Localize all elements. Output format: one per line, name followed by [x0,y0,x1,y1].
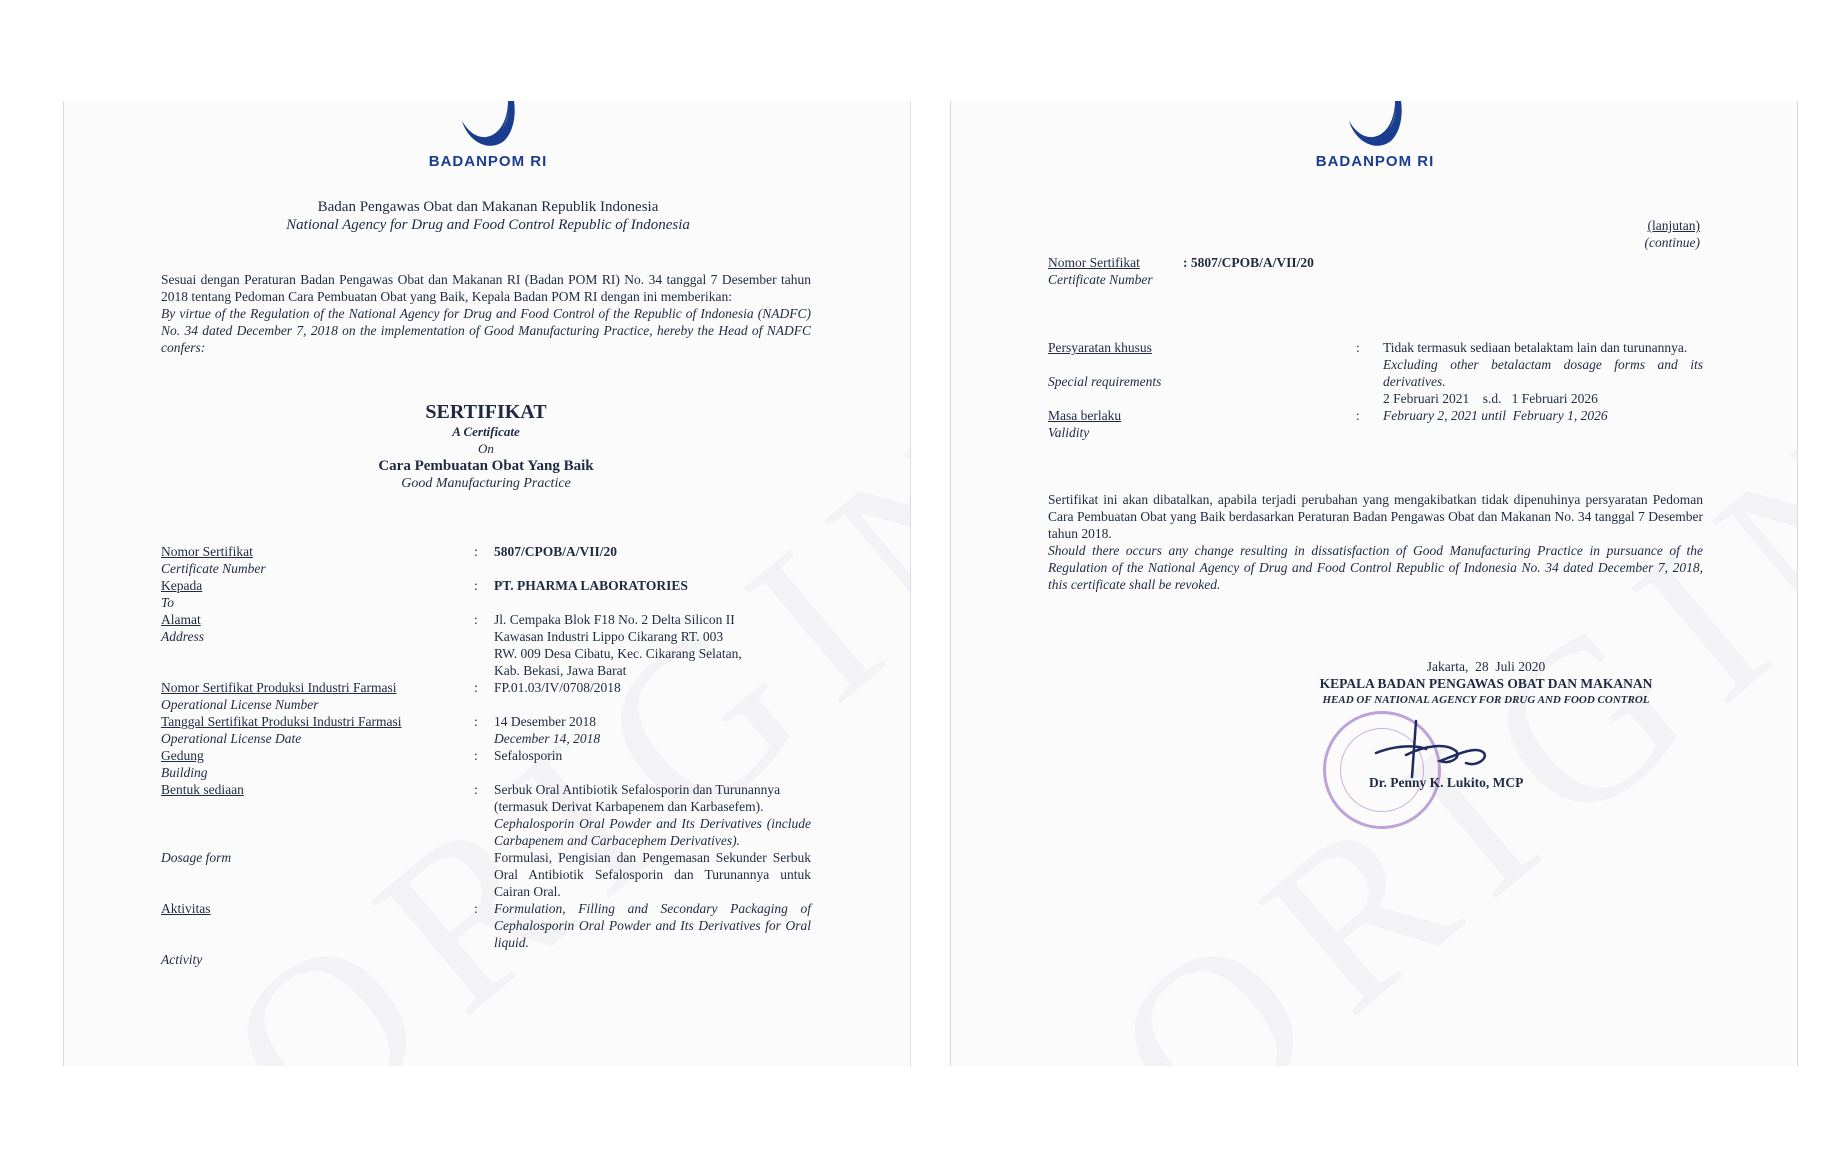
bentuk-label: Bentuk sediaan [161,782,244,797]
special-label-en: Special requirements [1048,374,1162,389]
gedung-value: Sefalosporin [494,748,563,763]
oplic-value: FP.01.03/IV/0708/2018 [494,680,621,695]
oplic-date-value: 14 Desember 2018 [494,714,596,729]
revocation-note-id: Sertifikat ini akan dibatalkan, apabila terjadi perubahan yang mengakibatkan tidak dipenuhinya persyaratan Pedoman Cara Pembuatan Obat yang Baik berdasarkan Peraturan Badan Pengawas Obat dan Makanan No. 34 tanggal 7 Desember tahun 2018. [1048,492,1703,541]
persyaratan-label: Persyaratan khusus [1048,340,1152,355]
agency-name-id: Badan Pengawas Obat dan Makanan Republik Indonesia [317,199,659,215]
persyaratan-value: Tidak termasuk sediaan betalaktam lain dan turunannya. [1383,340,1688,355]
agency-name-en: National Agency for Drug and Food Control Republic of Indonesia [286,217,690,233]
cert-on: On [478,441,494,456]
activity-label-en: Activity [161,952,203,967]
aktivitas-value: Formulasi, Pengisian dan Pengemasan Sekunder Serbuk Oral Antibiotik Sefalosporin dan Turunannya untuk Cairan Oral. [494,850,811,899]
cert-subject-en: Good Manufacturing Practice [401,476,571,491]
nomor-label-en: Certificate Number [161,561,266,576]
kepada-label-en: To [161,595,175,610]
dosage-label-en: Dosage form [161,850,232,865]
swoosh-logo-icon [458,101,518,157]
nomor-value: 5807/CPOB/A/VII/20 [494,544,618,559]
continue-label: (continue) [1644,235,1700,250]
oplic-date-label: Tanggal Sertifikat Produksi Industri Farmasi [161,714,402,729]
badan-pom-logo [388,101,588,171]
certificate-page-left: BADANPOM RI Badan Pengawas Obat dan Makanan Republik Indonesia National Agency for Drug and Food Control Republic of Indonesia Sesuai dengan Peraturan Badan Pengawas Obat dan Makanan RI (Badan POM RI) No. 34 tanggal 7 Desember tahun 2018 tentang Pedoman Cara Pembuatan Obat yang Baik, Kepala Badan POM RI dengan ini memberikan: By virtue of the Regulation of the National Agency for Drug and Food Control of the Republic of Indonesia (NADFC) No. 34 dated December 7, 2018 on the implementation of Good Manufacturing Practice, hereby the Head of NADFC confers: SERTIFIKAT A Certificate On Cara Pembuatan Obat Yang Baik Good Manufacturing Practice Nomor Sertifikat Certificate Number Kepada To Alamat Address Nomor Sertifikat Produksi Industri Farmasi Operational License Number Tanggal Sertifikat Produksi Industri Farmasi Operational License Date Gedung Building Bentuk sediaan Dosage form Aktivitas Activity : : : : : : : : 5807/CPOB/A/VII/20 PT. PHARMA LABORATORIES Jl. Cempaka Blok F18 No. 2 Delta Silicon II Kawasan Industri Lippo Cikarang RT. 003 RW. 009 Desa Cibatu, Kec. Cikarang Selatan, Kab. Bekasi, Jawa Barat FP.01.03/IV/0708/2018 14 Desember 2018 December 14, 2018 Sefalosporin Serbuk Oral Antibiotik Sefalosporin dan Turunannya (termasuk Derivat Karbapenem dan Karbasefem). Cephalosporin Oral Powder and Its Derivatives (include Carbapenem and Carbacephem Derivatives). Formulasi, Pengisian dan Pengemasan Sekunder Serbuk Oral Antibiotik Sefalosporin dan Turunannya untuk Cairan Oral. Formulation, Filling and Secondary Packaging of Cephalosporin Oral Powder and Its Derivatives for Oral liquid. [63,101,911,1066]
signatory-name: Dr. Penny K. Lukito, MCP [1369,775,1524,790]
cert-title-en: A Certificate [452,424,520,439]
swoosh-logo-icon [1345,101,1405,157]
signatory-title: KEPALA BADAN PENGAWAS OBAT DAN MAKANAN [1319,676,1653,691]
gedung-label-en: Building [161,765,208,780]
nomor-label-en: Certificate Number [1048,272,1153,287]
logo-text: BADANPOM RI [428,153,548,170]
intro-id: Sesuai dengan Peraturan Badan Pengawas Obat dan Makanan RI (Badan POM RI) No. 34 tanggal 7 Desember tahun 2018 tentang Pedoman Cara Pembuatan Obat yang Baik, Kepala Badan POM RI dengan ini memberikan: [161,272,811,304]
intro-en: By virtue of the Regulation of the National Agency for Drug and Food Control of the Republic of Indonesia (NADFC) No. 34 dated December 7, 2018 on the implementation of Good Manufacturing Practice, hereby the Head of NADFC confers: [161,306,811,355]
aktivitas-label: Aktivitas [161,901,211,916]
revocation-note-en: Should there occurs any change resulting in dissatisfaction of Good Manufacturing Practice in pursuance of the Regulation of the National Agency of Drug and Food Control Republic of Indonesia No. 34 dated December 7, 2018, this certificate shall be revoked. [1048,543,1703,592]
activity-value-en: Formulation, Filling and Secondary Packaging of Cephalosporin Oral Powder and Its Derivatives for Oral liquid. [494,901,811,950]
kepada-value: PT. PHARMA LABORATORIES [494,578,688,593]
alamat-label-en: Address [161,629,204,644]
nomor-value: : 5807/CPOB/A/VII/20 [1183,255,1314,270]
lanjutan-label: (lanjutan) [1647,218,1700,233]
cert-title: SERTIFIKAT [425,401,547,423]
alamat-line-1: Jl. Cempaka Blok F18 No. 2 Delta Silicon II [494,612,735,627]
cert-subject: Cara Pembuatan Obat Yang Baik [378,458,594,474]
place-date: Jakarta, 28 Juli 2020 [1426,659,1546,674]
oplic-date-value-en: December 14, 2018 [494,731,601,746]
alamat-line-3: RW. 009 Desa Cibatu, Kec. Cikarang Selatan, [494,646,742,661]
alamat-line-4: Kab. Bekasi, Jawa Barat [494,663,627,678]
dosage-value-en: Cephalosporin Oral Powder and Its Derivatives (include Carbapenem and Carbacephem Derivatives). [494,816,811,848]
validity-value-en: February 2, 2021 until February 1, 2026 [1383,408,1608,423]
oplic-date-label-en: Operational License Date [161,731,302,746]
gedung-label: Gedung [161,748,204,763]
nomor-label: Nomor Sertifikat [1048,255,1140,270]
masa-label: Masa berlaku [1048,408,1122,423]
alamat-line-2: Kawasan Industri Lippo Cikarang RT. 003 [494,629,724,644]
oplic-label: Nomor Sertifikat Produksi Industri Farmasi [161,680,397,695]
nomor-label: Nomor Sertifikat [161,544,253,559]
kepada-label: Kepada [161,578,203,593]
bentuk-value-2: (termasuk Derivat Karbapenem dan Karbasefem). [494,799,764,814]
masa-value: 2 Februari 2021 s.d. 1 Februari 2026 [1383,391,1598,406]
certificate-page-right: BADANPOM RI (lanjutan) (continue) Nomor Sertifikat Certificate Number : 5807/CPOB/A/VII/20 Persyaratan khusus Special requirements Masa berlaku Validity : : Tidak termasuk sediaan betalaktam lain dan turunannya. Excluding other betalactam dosage forms and its derivatives. 2 Februari 2021 s.d. 1 Februari 2026 February 2, 2021 until February 1, 2026 Sertifikat ini akan dibatalkan, apabila terjadi perubahan yang mengakibatkan tidak dipenuhinya persyaratan Pedoman Cara Pembuatan Obat yang Baik berdasarkan Peraturan Badan Pengawas Obat dan Makanan No. 34 tanggal 7 Desember tahun 2018. Should there occurs any change resulting in dissatisfaction of Good Manufacturing Practice in pursuance of the Regulation of the National Agency of Drug and Food Control Republic of Indonesia No. 34 dated December 7, 2018, this certificate shall be revoked. Jakarta, 28 Juli 2020 KEPALA BADAN PENGAWAS OBAT DAN MAKANAN HEAD OF NATIONAL AGENCY FOR DRUG AND FOOD CONTROL Dr. Penny K. Lukito, MCP [950,101,1798,1066]
logo-text: BADANPOM RI [1315,153,1435,170]
special-value-en: Excluding other betalactam dosage forms and its derivatives. [1383,357,1703,389]
badan-pom-logo [1275,101,1475,171]
signatory-title-en: HEAD OF NATIONAL AGENCY FOR DRUG AND FOOD CONTROL [1322,694,1650,706]
oplic-label-en: Operational License Number [161,697,319,712]
alamat-label: Alamat [161,612,201,627]
validity-label-en: Validity [1048,425,1090,440]
bentuk-value-1: Serbuk Oral Antibiotik Sefalosporin dan Turunannya [494,782,781,797]
